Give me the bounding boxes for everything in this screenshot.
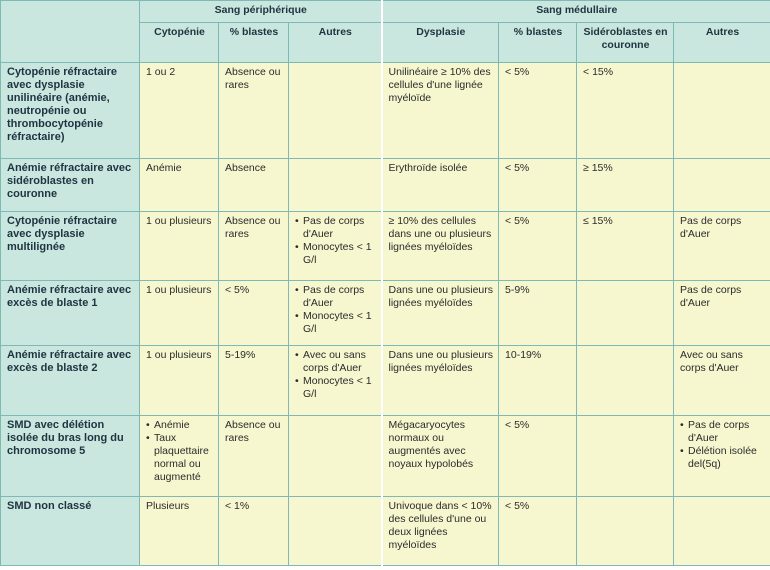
- cell-autres-m: [674, 159, 770, 212]
- cell-autres-p: [289, 63, 382, 159]
- cell-blastes-m: < 5%: [499, 159, 577, 212]
- list-item: • Monocytes < 1 G/l: [295, 241, 376, 267]
- cell-autres-p: [289, 497, 382, 566]
- cell-cytopenie: [140, 416, 219, 497]
- cell-siderob: [577, 416, 674, 497]
- col-header-blastes-m: % blastes: [499, 23, 577, 63]
- cell-cytopenie: 1 ou 2: [140, 63, 219, 159]
- cell-blastes-p: < 5%: [219, 281, 289, 346]
- cell-autres-m: [674, 63, 770, 159]
- list-item: • Pas de corps d'Auer: [295, 284, 376, 310]
- cell-blastes-m: < 5%: [499, 416, 577, 497]
- col-header-autres-p: Autres: [289, 23, 382, 63]
- col-header-dysplasie: Dysplasie: [382, 23, 499, 63]
- cell-siderob: [577, 281, 674, 346]
- cell-dysplasie: Dans une ou plusieurs lignées myéloïdes: [382, 281, 499, 346]
- cell-autres-p: [289, 212, 382, 281]
- cell-cytopenie: Anémie: [140, 159, 219, 212]
- cell-blastes-p: Absence ou rares: [219, 416, 289, 497]
- cell-autres-p: [289, 416, 382, 497]
- corner-cell: [1, 1, 140, 63]
- table-row: [1, 159, 770, 212]
- cell-autres-m: Pas de corps d'Auer: [674, 281, 770, 346]
- table-row: [1, 63, 770, 159]
- table-row: [1, 346, 770, 416]
- cell-blastes-p: 5-19%: [219, 346, 289, 416]
- cell-blastes-p: < 1%: [219, 497, 289, 566]
- list-item: • Monocytes < 1 G/l: [295, 310, 376, 336]
- cell-autres-p: [289, 281, 382, 346]
- cell-cytopenie: 1 ou plusieurs: [140, 281, 219, 346]
- cell-dysplasie: Dans une ou plusieurs lignées myéloïdes: [382, 346, 499, 416]
- cell-dysplasie: ≥ 10% des cellules dans une ou plusieurs lignées myéloïdes: [382, 212, 499, 281]
- table-row: [1, 212, 770, 281]
- table-row: [1, 497, 770, 566]
- cell-autres-m: Avec ou sans corps d'Auer: [674, 346, 770, 416]
- row-label: SMD non classé: [1, 497, 140, 566]
- cell-blastes-m: < 5%: [499, 63, 577, 159]
- cell-cytopenie: 1 ou plusieurs: [140, 346, 219, 416]
- cell-blastes-p: Absence ou rares: [219, 212, 289, 281]
- row-label: Anémie réfractaire avec excès de blaste 1: [1, 281, 140, 346]
- cell-siderob: [577, 346, 674, 416]
- group-header-medullary: Sang médullaire: [382, 1, 770, 23]
- cell-dysplasie: Unilinéaire ≥ 10% des cellules d'une lignée myéloïde: [382, 63, 499, 159]
- col-header-siderob: Sidéroblastes en couronne: [577, 23, 674, 63]
- cell-dysplasie: Mégacaryocytes normaux ou augmentés avec noyaux hypolobés: [382, 416, 499, 497]
- cell-blastes-p: Absence: [219, 159, 289, 212]
- cell-cytopenie: 1 ou plusieurs: [140, 212, 219, 281]
- list-item: • Anémie: [146, 419, 213, 432]
- row-label: Cytopénie réfractaire avec dysplasie unilinéaire (anémie, neutropénie ou thrombocytopénie réfractaire): [1, 63, 140, 159]
- cell-siderob: ≤ 15%: [577, 212, 674, 281]
- table-row: [1, 281, 770, 346]
- cell-blastes-m: 10-19%: [499, 346, 577, 416]
- list-item: • Pas de corps d'Auer: [295, 215, 376, 241]
- cell-dysplasie: Erythroïde isolée: [382, 159, 499, 212]
- cell-autres-m: Pas de corps d'Auer: [674, 212, 770, 281]
- list-item: • Délétion isolée del(5q): [680, 445, 765, 471]
- table-row: [1, 416, 770, 497]
- col-header-blastes-p: % blastes: [219, 23, 289, 63]
- cell-autres-m: [674, 416, 770, 497]
- cell-siderob: [577, 497, 674, 566]
- row-label: Cytopénie réfractaire avec dysplasie multilignée: [1, 212, 140, 281]
- list-item: • Monocytes < 1 G/l: [295, 375, 376, 401]
- col-header-autres-m: Autres: [674, 23, 770, 63]
- cell-blastes-p: Absence ou rares: [219, 63, 289, 159]
- cell-autres-p: [289, 159, 382, 212]
- list-item: • Taux plaquettaire normal ou augmenté: [146, 432, 213, 484]
- cell-siderob: ≥ 15%: [577, 159, 674, 212]
- group-header-peripheral: Sang périphérique: [140, 1, 382, 23]
- cell-siderob: < 15%: [577, 63, 674, 159]
- cell-blastes-m: 5-9%: [499, 281, 577, 346]
- row-label: Anémie réfractaire avec sidéroblastes en couronne: [1, 159, 140, 212]
- col-header-cytopenie: Cytopénie: [140, 23, 219, 63]
- list-item: • Avec ou sans corps d'Auer: [295, 349, 376, 375]
- list-item: • Pas de corps d'Auer: [680, 419, 765, 445]
- cell-autres-p: [289, 346, 382, 416]
- cell-blastes-m: < 5%: [499, 212, 577, 281]
- cell-autres-m: [674, 497, 770, 566]
- cell-dysplasie: Univoque dans < 10% des cellules d'une ou deux lignées myéloïdes: [382, 497, 499, 566]
- row-label: SMD avec délétion isolée du bras long du chromosome 5: [1, 416, 140, 497]
- cell-cytopenie: Plusieurs: [140, 497, 219, 566]
- row-label: Anémie réfractaire avec excès de blaste 2: [1, 346, 140, 416]
- cell-blastes-m: < 5%: [499, 497, 577, 566]
